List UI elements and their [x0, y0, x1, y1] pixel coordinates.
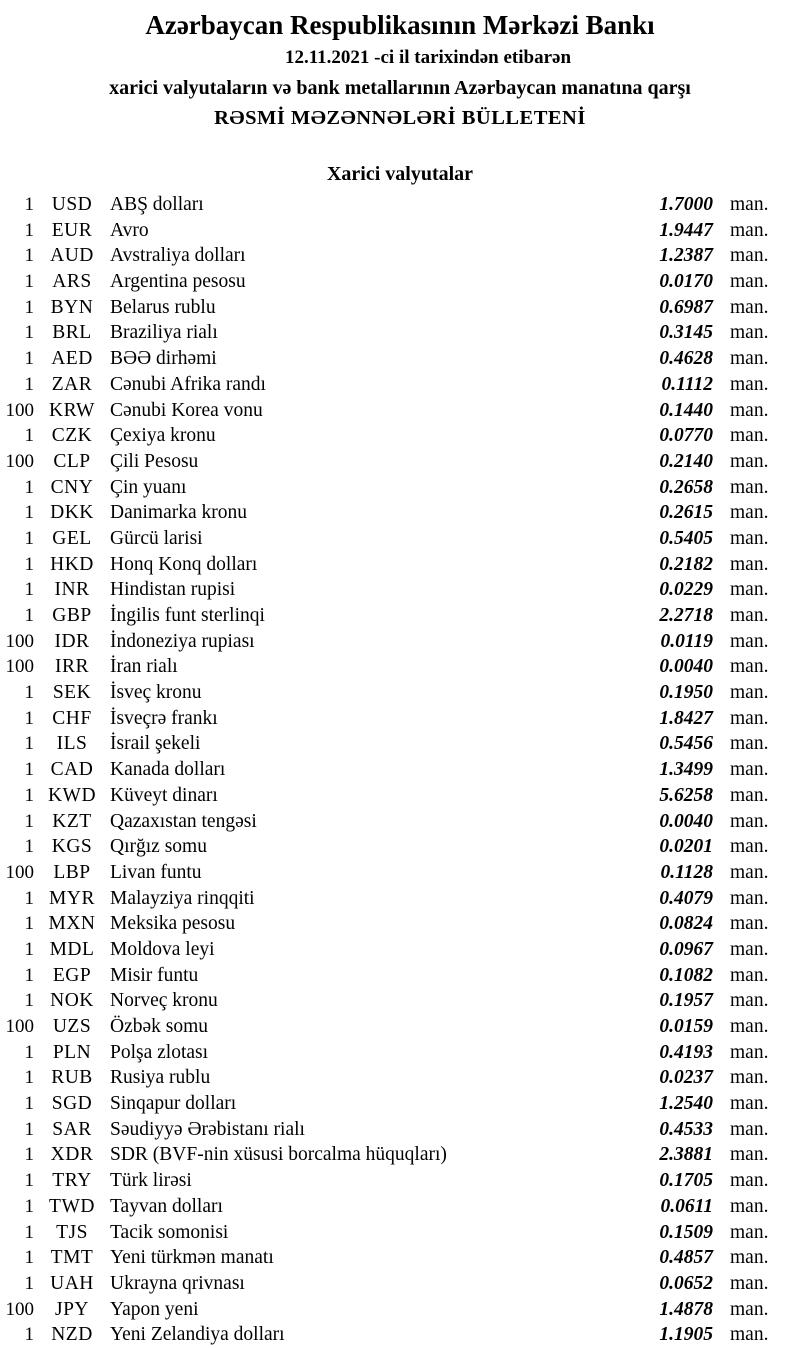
currency-name-cell: Gürcü larisi [110, 527, 203, 549]
currency-name-cell: Cənubi Afrika randı [110, 373, 266, 395]
currency-name-cell: Sinqapur dolları [110, 1093, 237, 1115]
quantity-cell: 1 [24, 1272, 34, 1294]
section-title-foreign-currencies: Xarici valyutalar [326, 163, 474, 185]
table-row [0, 346, 800, 372]
currency-code-cell: CAD [50, 759, 94, 781]
unit-cell: man. [730, 836, 769, 858]
table-row [0, 1091, 800, 1117]
rate-value-cell: 0.4533 [659, 1118, 713, 1140]
currency-name-cell: Ukrayna qrivnası [110, 1272, 245, 1294]
currency-code-cell: BYN [50, 296, 94, 318]
unit-cell: man. [730, 1247, 769, 1269]
table-row [0, 809, 800, 835]
currency-code-cell: TMT [50, 1247, 94, 1269]
currency-code-cell: TWD [49, 1195, 95, 1217]
quantity-cell: 1 [24, 527, 34, 549]
unit-cell: man. [730, 1067, 769, 1089]
currency-name-cell: Kanada dolları [110, 759, 226, 781]
table-row [0, 1014, 800, 1040]
rate-value-cell: 0.1440 [659, 399, 713, 421]
currency-name-cell: Livan funtu [110, 861, 202, 883]
effective-date-line: 12.11.2021 -ci il tarixindən etibarən [284, 47, 572, 68]
unit-cell: man. [730, 399, 769, 421]
unit-cell: man. [730, 1298, 769, 1320]
quantity-cell: 1 [24, 373, 34, 395]
table-row [0, 500, 800, 526]
unit-cell: man. [730, 476, 769, 498]
quantity-cell: 1 [24, 1247, 34, 1269]
table-row [0, 911, 800, 937]
unit-cell: man. [730, 1221, 769, 1243]
rate-value-cell: 0.4193 [659, 1041, 713, 1063]
currency-name-cell: BƏƏ dirhəmi [110, 348, 217, 370]
rate-value-cell: 0.0040 [659, 656, 713, 678]
rate-value-cell: 1.3499 [659, 759, 713, 781]
table-row [0, 320, 800, 346]
rate-value-cell: 0.0770 [659, 425, 713, 447]
currency-name-cell: Hindistan rupisi [110, 579, 236, 601]
unit-cell: man. [730, 784, 769, 806]
currency-name-cell: Malayziya rinqqiti [110, 887, 255, 909]
rate-value-cell: 0.1705 [659, 1170, 713, 1192]
quantity-cell: 1 [24, 759, 34, 781]
quantity-cell: 1 [24, 1067, 34, 1089]
currency-name-cell: SDR (BVF-nin xüsusi borcalma hüquqları) [110, 1144, 447, 1166]
unit-cell: man. [730, 373, 769, 395]
table-row [0, 423, 800, 449]
currency-name-cell: Yeni Zelandiya dolları [110, 1324, 285, 1346]
currency-code-cell: EGP [52, 964, 92, 986]
quantity-cell: 1 [24, 296, 34, 318]
bank-title: Azərbaycan Respublikasının Mərkəzi Bankı [145, 10, 655, 40]
currency-code-cell: NOK [50, 990, 94, 1012]
rate-value-cell: 0.0159 [659, 1016, 713, 1037]
currency-name-cell: Çili Pesosu [110, 450, 199, 472]
table-row [0, 1142, 800, 1168]
currency-name-cell: Səudiyyə Ərəbistanı rialı [110, 1118, 305, 1140]
currency-code-cell: MDL [49, 938, 95, 960]
currency-name-cell: Çexiya kronu [110, 425, 216, 447]
currency-code-cell: ZAR [51, 373, 93, 395]
currency-name-cell: Türk lirəsi [110, 1170, 192, 1192]
currency-code-cell: EUR [51, 219, 93, 241]
quantity-cell: 1 [24, 1170, 34, 1192]
rate-value-cell: 0.4628 [659, 348, 713, 370]
currency-name-cell: Avro [110, 219, 149, 241]
currency-code-cell: MXN [48, 913, 96, 935]
currency-code-cell: BRL [52, 322, 92, 344]
currency-code-cell: KZT [52, 810, 92, 832]
quantity-cell: 1 [24, 476, 34, 498]
quantity-cell: 1 [24, 1195, 34, 1217]
rate-value-cell: 5.6258 [659, 784, 713, 806]
unit-cell: man. [730, 733, 769, 755]
table-row [0, 449, 800, 475]
table-row [0, 372, 800, 398]
unit-cell: man. [730, 245, 769, 267]
quantity-cell: 100 [5, 861, 34, 883]
rate-value-cell: 0.0201 [659, 836, 713, 858]
currency-code-cell: JPY [54, 1298, 90, 1320]
unit-cell: man. [730, 913, 769, 935]
quantity-cell: 100 [5, 399, 34, 421]
quantity-cell: 1 [24, 605, 34, 626]
quantity-cell: 1 [24, 964, 34, 986]
currency-code-cell: KGS [51, 836, 93, 858]
quantity-cell: 1 [24, 271, 34, 293]
currency-name-cell: ABŞ dolları [110, 194, 204, 215]
quantity-cell: 1 [24, 322, 34, 344]
rate-value-cell: 0.0611 [660, 1195, 713, 1217]
currency-code-cell: INR [54, 579, 90, 601]
quantity-cell: 1 [24, 810, 34, 832]
quantity-cell: 1 [24, 245, 34, 267]
unit-cell: man. [730, 887, 769, 909]
table-row [0, 1245, 800, 1271]
unit-cell: man. [730, 707, 769, 729]
rate-value-cell: 2.2718 [659, 605, 713, 626]
unit-cell: man. [730, 1195, 769, 1217]
quantity-cell: 1 [24, 733, 34, 755]
unit-cell: man. [730, 1170, 769, 1192]
currency-code-cell: AED [51, 348, 93, 370]
unit-cell: man. [730, 1118, 769, 1140]
rate-value-cell: 0.1112 [661, 373, 713, 395]
unit-cell: man. [730, 938, 769, 960]
table-row [0, 937, 800, 963]
table-row [0, 192, 800, 218]
unit-cell: man. [730, 502, 769, 524]
table-row [0, 757, 800, 783]
currency-name-cell: Meksika pesosu [110, 913, 236, 935]
table-row [0, 398, 800, 424]
currency-name-cell: Küveyt dinarı [110, 784, 218, 806]
currency-code-cell: HKD [50, 553, 94, 575]
rate-value-cell: 0.0119 [660, 630, 713, 652]
unit-cell: man. [730, 990, 769, 1012]
currency-name-cell: İran rialı [110, 656, 178, 678]
rate-value-cell: 0.1957 [659, 990, 713, 1012]
quantity-cell: 1 [24, 553, 34, 575]
unit-cell: man. [730, 1324, 769, 1346]
currency-code-cell: GEL [52, 527, 92, 549]
currency-code-cell: DKK [50, 502, 94, 524]
quantity-cell: 1 [24, 784, 34, 806]
currency-code-cell: SAR [52, 1118, 92, 1140]
currency-code-cell: AUD [50, 245, 94, 267]
currency-name-cell: Danimarka kronu [110, 502, 247, 524]
quantity-cell: 1 [24, 1144, 34, 1166]
currency-name-cell: Norveç kronu [110, 990, 218, 1012]
rate-value-cell: 0.1950 [659, 682, 713, 704]
table-row [0, 1220, 800, 1246]
currency-name-cell: Argentina pesosu [110, 271, 246, 293]
rate-value-cell: 0.1082 [659, 964, 713, 986]
unit-cell: man. [730, 322, 769, 344]
currency-name-cell: İsveçrə frankı [110, 707, 218, 729]
quantity-cell: 100 [5, 1298, 34, 1320]
table-row [0, 475, 800, 501]
currency-code-cell: RUB [51, 1067, 93, 1089]
rate-value-cell: 0.6987 [659, 296, 713, 318]
rate-value-cell: 2.3881 [659, 1144, 713, 1166]
unit-cell: man. [730, 1093, 769, 1115]
currency-code-cell: CHF [52, 707, 92, 729]
quantity-cell: 100 [5, 450, 34, 472]
currency-code-cell: KWD [47, 784, 97, 806]
currency-code-cell: CLP [53, 450, 91, 472]
table-row [0, 295, 800, 321]
currency-name-cell: Braziliya rialı [110, 322, 218, 344]
rate-value-cell: 1.9447 [659, 219, 713, 241]
currency-code-cell: MYR [49, 887, 95, 909]
table-row [0, 1168, 800, 1194]
currency-name-cell: Çin yuanı [110, 476, 187, 498]
currency-name-cell: İndoneziya rupiası [110, 630, 255, 652]
quantity-cell: 100 [5, 656, 34, 678]
currency-code-cell: UAH [50, 1272, 94, 1294]
unit-cell: man. [730, 759, 769, 781]
quantity-cell: 1 [24, 990, 34, 1012]
quantity-cell: 1 [24, 682, 34, 704]
currency-name-cell: İsveç kronu [110, 682, 202, 704]
currency-code-cell: SEK [52, 682, 92, 704]
quantity-cell: 1 [24, 1221, 34, 1243]
currency-name-cell: İsrail şekeli [110, 733, 201, 755]
table-row [0, 680, 800, 706]
rate-value-cell: 0.1128 [660, 861, 713, 883]
unit-cell: man. [730, 579, 769, 601]
quantity-cell: 1 [24, 913, 34, 935]
rate-value-cell: 0.2182 [659, 553, 713, 575]
rate-value-cell: 0.2615 [659, 502, 713, 524]
unit-cell: man. [730, 630, 769, 652]
quantity-cell: 1 [24, 194, 34, 215]
table-row [0, 269, 800, 295]
table-row [0, 988, 800, 1014]
currency-name-cell: Honq Konq dolları [110, 553, 258, 575]
quantity-cell: 1 [24, 1041, 34, 1063]
currency-code-cell: CNY [50, 476, 94, 498]
table-row [0, 654, 800, 680]
rate-value-cell: 1.1905 [659, 1324, 713, 1346]
currency-name-cell: Belarus rublu [110, 296, 216, 318]
unit-cell: man. [730, 219, 769, 241]
currency-code-cell: PLN [52, 1041, 92, 1063]
unit-cell: man. [730, 810, 769, 832]
currency-code-cell: IDR [54, 630, 90, 652]
currency-name-cell: Qazaxıstan tengəsi [110, 810, 257, 832]
table-row [0, 783, 800, 809]
table-row [0, 218, 800, 244]
rate-value-cell: 0.0229 [659, 579, 713, 601]
table-row [0, 243, 800, 269]
currency-name-cell: Cənubi Korea vonu [110, 399, 263, 421]
table-row [0, 860, 800, 886]
currency-name-cell: Avstraliya dolları [110, 245, 246, 267]
unit-cell: man. [730, 425, 769, 447]
table-row [0, 603, 800, 629]
quantity-cell: 1 [24, 938, 34, 960]
currency-code-cell: ARS [52, 271, 92, 293]
quantity-cell: 1 [24, 219, 34, 241]
unit-cell: man. [730, 605, 769, 626]
table-row [0, 1271, 800, 1297]
quantity-cell: 1 [24, 502, 34, 524]
table-row [0, 1322, 800, 1348]
currency-code-cell: ILS [56, 733, 88, 755]
unit-cell: man. [730, 1144, 769, 1166]
currency-name-cell: İngilis funt sterlinqi [110, 605, 265, 626]
unit-cell: man. [730, 861, 769, 883]
rate-value-cell: 0.5456 [659, 733, 713, 755]
unit-cell: man. [730, 1041, 769, 1063]
quantity-cell: 100 [5, 630, 34, 652]
rate-value-cell: 0.0237 [659, 1067, 713, 1089]
quantity-cell: 1 [24, 836, 34, 858]
currency-name-cell: Polşa zlotası [110, 1041, 209, 1063]
currency-code-cell: UZS [52, 1016, 92, 1037]
quantity-cell: 1 [24, 707, 34, 729]
rate-value-cell: 1.4878 [659, 1298, 713, 1320]
currency-name-cell: Tayvan dolları [110, 1195, 223, 1217]
subject-line: xarici valyutaların və bank metallarının Azərbaycan manatına qarşı [109, 77, 691, 99]
currency-code-cell: SGD [51, 1093, 93, 1115]
bulletin-title: RƏSMİ MƏZƏNNƏLƏRİ BÜLLETENİ [214, 107, 586, 129]
table-row [0, 886, 800, 912]
quantity-cell: 1 [24, 579, 34, 601]
currency-code-cell: LBP [53, 861, 91, 883]
quantity-cell: 1 [24, 1324, 34, 1346]
unit-cell: man. [730, 296, 769, 318]
unit-cell: man. [730, 1272, 769, 1294]
currency-name-cell: Qırğız somu [110, 836, 207, 858]
currency-code-cell: USD [51, 194, 93, 215]
exchange-rates-table [0, 192, 800, 1348]
currency-name-cell: Rusiya rublu [110, 1067, 211, 1089]
rate-value-cell: 0.0967 [659, 938, 713, 960]
unit-cell: man. [730, 450, 769, 472]
table-row [0, 1040, 800, 1066]
currency-name-cell: Tacik somonisi [110, 1221, 229, 1243]
rate-value-cell: 0.4857 [659, 1247, 713, 1269]
unit-cell: man. [730, 348, 769, 370]
rate-value-cell: 1.2387 [659, 245, 713, 267]
rate-value-cell: 0.0652 [659, 1272, 713, 1294]
rate-value-cell: 0.3145 [659, 322, 713, 344]
rate-value-cell: 0.2658 [659, 476, 713, 498]
currency-code-cell: NZD [51, 1324, 93, 1346]
table-row [0, 834, 800, 860]
rate-value-cell: 1.8427 [659, 707, 713, 729]
rate-value-cell: 1.2540 [659, 1093, 713, 1115]
currency-code-cell: TJS [56, 1221, 88, 1243]
table-row [0, 963, 800, 989]
table-row [0, 629, 800, 655]
rate-value-cell: 0.1509 [659, 1221, 713, 1243]
unit-cell: man. [730, 964, 769, 986]
currency-code-cell: XDR [50, 1144, 94, 1166]
table-row [0, 526, 800, 552]
quantity-cell: 1 [24, 425, 34, 447]
currency-code-cell: GBP [52, 605, 92, 626]
currency-name-cell: Yapon yeni [110, 1298, 199, 1320]
unit-cell: man. [730, 271, 769, 293]
table-row [0, 706, 800, 732]
currency-code-cell: IRR [54, 656, 89, 678]
rate-value-cell: 0.5405 [659, 527, 713, 549]
unit-cell: man. [730, 682, 769, 704]
unit-cell: man. [730, 656, 769, 678]
currency-name-cell: Moldova leyi [110, 938, 215, 960]
rate-value-cell: 0.4079 [659, 887, 713, 909]
currency-name-cell: Özbək somu [110, 1016, 209, 1037]
quantity-cell: 100 [5, 1016, 34, 1037]
currency-code-cell: KRW [49, 399, 95, 421]
quantity-cell: 1 [24, 1118, 34, 1140]
rate-value-cell: 0.0040 [659, 810, 713, 832]
currency-code-cell: TRY [52, 1170, 92, 1192]
quantity-cell: 1 [24, 348, 34, 370]
table-row [0, 577, 800, 603]
table-row [0, 1194, 800, 1220]
unit-cell: man. [730, 553, 769, 575]
table-row [0, 1117, 800, 1143]
table-row [0, 731, 800, 757]
currency-name-cell: Yeni türkmən manatı [110, 1247, 274, 1269]
unit-cell: man. [730, 194, 769, 215]
rate-value-cell: 1.7000 [659, 194, 713, 215]
rate-value-cell: 0.2140 [659, 450, 713, 472]
table-row [0, 552, 800, 578]
quantity-cell: 1 [24, 887, 34, 909]
currency-name-cell: Misir funtu [110, 964, 199, 986]
unit-cell: man. [730, 527, 769, 549]
table-row [0, 1297, 800, 1323]
currency-code-cell: CZK [51, 425, 93, 447]
table-row [0, 1065, 800, 1091]
rate-value-cell: 0.0824 [659, 913, 713, 935]
rate-value-cell: 0.0170 [659, 271, 713, 293]
quantity-cell: 1 [24, 1093, 34, 1115]
unit-cell: man. [730, 1016, 769, 1037]
